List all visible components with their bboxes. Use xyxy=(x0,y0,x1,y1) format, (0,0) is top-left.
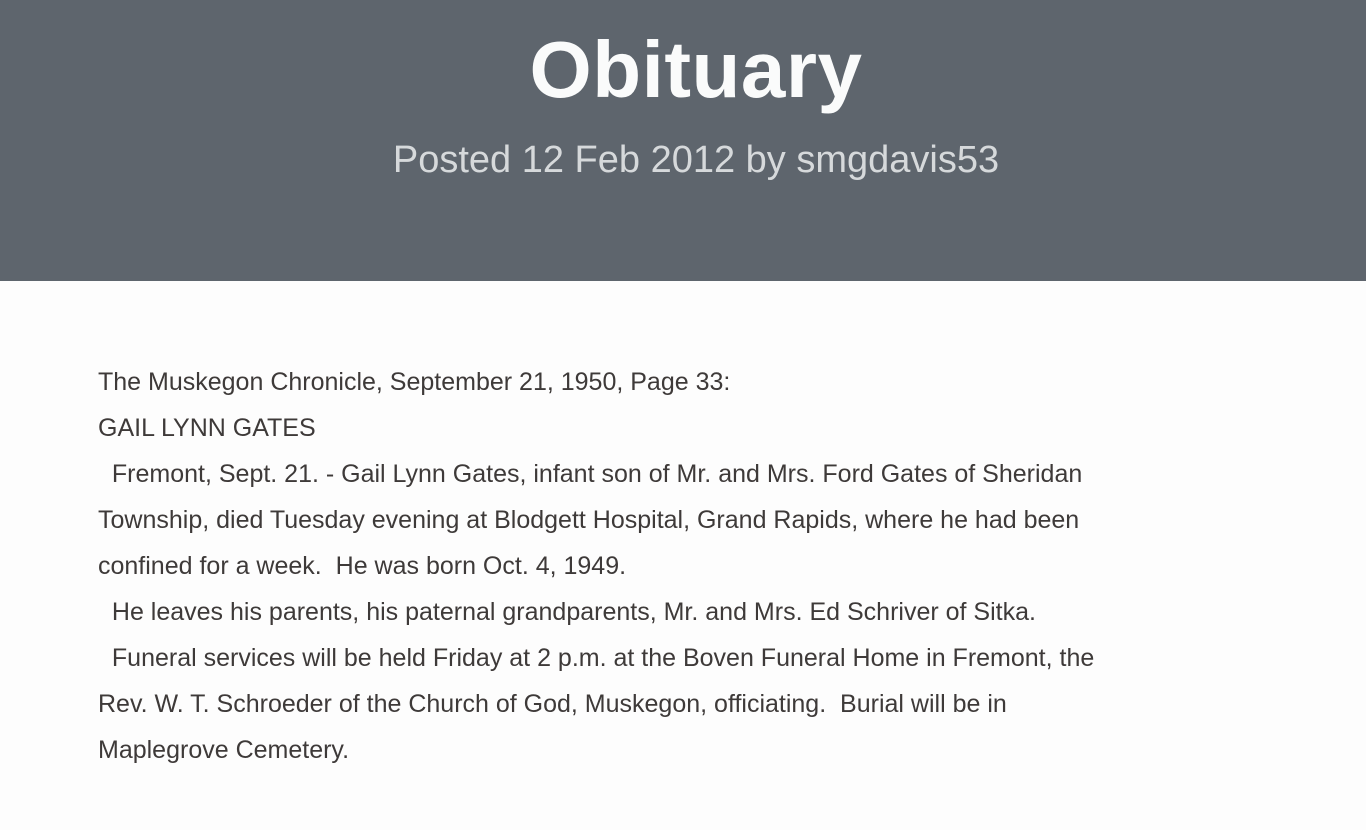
obituary-content xyxy=(0,281,1366,773)
obituary-deceased-name: GAIL LYNN GATES xyxy=(98,414,316,442)
obituary-text-line: Maplegrove Cemetery. xyxy=(98,736,350,764)
page-header xyxy=(0,0,1366,281)
obituary-text-line: confined for a week. He was born Oct. 4, 1949. xyxy=(98,552,627,580)
obituary-text-line: Township, died Tuesday evening at Blodgett Hospital, Grand Rapids, where he had been xyxy=(98,506,1080,534)
page-title: Obituary xyxy=(529,25,863,114)
obituary-text-line: Rev. W. T. Schroeder of the Church of God, Muskegon, officiating. Burial will be in xyxy=(98,690,1007,718)
obituary-text-line: Fremont, Sept. 21. - Gail Lynn Gates, infant son of Mr. and Mrs. Ford Gates of Sheridan xyxy=(98,460,1083,488)
obituary-source-line: The Muskegon Chronicle, September 21, 1950, Page 33: xyxy=(98,368,731,396)
posted-byline: Posted 12 Feb 2012 by smgdavis53 xyxy=(392,139,1000,181)
obituary-text-line: Funeral services will be held Friday at 2 p.m. at the Boven Funeral Home in Fremont, the xyxy=(98,644,1095,672)
obituary-text-line: He leaves his parents, his paternal grandparents, Mr. and Mrs. Ed Schriver of Sitka. xyxy=(98,598,1036,626)
